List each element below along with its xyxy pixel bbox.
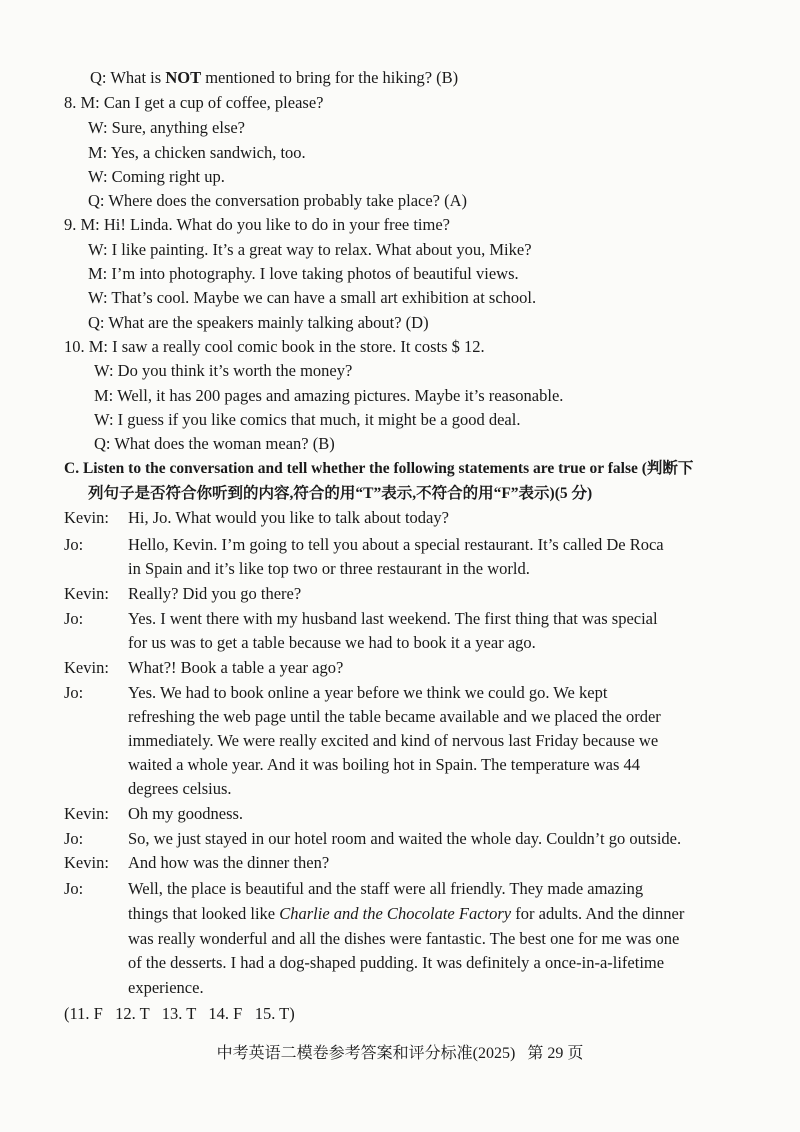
q9-line-4: W: That’s cool. Maybe we can have a small art exhibition at school.	[88, 288, 537, 307]
q8-question: Q: Where does the conversation probably take place? (A)	[88, 191, 468, 210]
q8-line-2: W: Sure, anything else?	[88, 118, 246, 137]
q7-question	[90, 66, 458, 90]
q10-line-2: W: Do you think it’s worth the money?	[94, 361, 353, 380]
q7-question-pre: Q: What is	[90, 68, 166, 87]
dialogue-text: experience.	[128, 978, 204, 997]
dialogue-text: of the desserts. I had a dog-shaped pudding. It was definitely a once-in-a-lifetime	[128, 953, 665, 972]
page-footer: 中考英语二模卷参考答案和评分标准(2025) 第 29 页	[216, 1045, 584, 1062]
section-c-heading-1: C. Listen to the conversation and tell whether the following statements are true or false (判断下	[64, 460, 694, 477]
dialogue-speaker: Kevin:	[64, 508, 109, 527]
book-title: Charlie and the Chocolate Factory	[279, 904, 512, 923]
dialogue-speaker: Kevin:	[64, 853, 109, 872]
q10-line-1: 10. M: I saw a really cool comic book in the store. It costs $ 12.	[64, 337, 485, 356]
dialogue-text: Hello, Kevin. I’m going to tell you about a special restaurant. It’s called De Roca	[128, 535, 664, 554]
dialogue-text: Hi, Jo. What would you like to talk about today?	[128, 508, 449, 527]
dialogue-text: degrees celsius.	[128, 779, 232, 798]
q9-line-1: 9. M: Hi! Linda. What do you like to do in your free time?	[64, 215, 450, 234]
dialogue-speaker: Jo:	[64, 535, 84, 554]
section-c-heading-2: 列句子是否符合你听到的内容,符合的用“T”表示,不符合的用“F”表示)(5 分)	[88, 485, 593, 502]
dialogue-text: immediately. We were really excited and kind of nervous last Friday because we	[128, 731, 659, 750]
q10-line-4: W: I guess if you like comics that much, it might be a good deal.	[94, 410, 521, 429]
dialogue-speaker: Kevin:	[64, 584, 109, 603]
dialogue-speaker: Jo:	[64, 879, 84, 898]
q10-question: Q: What does the woman mean? (B)	[94, 434, 335, 453]
dialogue-speaker: Jo:	[64, 609, 84, 628]
q8-line-3: M: Yes, a chicken sandwich, too.	[88, 143, 306, 162]
dialogue-text-post: for adults. And the dinner	[511, 904, 685, 923]
q8-line-1: 8. M: Can I get a cup of coffee, please?	[64, 93, 324, 112]
q7-question-post: mentioned to bring for the hiking? (B)	[201, 68, 459, 87]
dialogue-text: refreshing the web page until the table became available and we placed the order	[128, 707, 661, 726]
dialogue-speaker: Kevin:	[64, 658, 109, 677]
dialogue-text: Oh my goodness.	[128, 804, 244, 823]
answer-key: (11. F 12. T 13. T 14. F 15. T)	[64, 1004, 295, 1023]
dialogue-text: And how was the dinner then?	[128, 853, 330, 872]
dialogue-speaker: Jo:	[64, 683, 84, 702]
q9-question: Q: What are the speakers mainly talking about? (D)	[88, 313, 429, 332]
dialogue-text-pre: things that looked like	[128, 904, 280, 923]
dialogue-text: Yes. We had to book online a year before we think we could go. We kept	[128, 683, 608, 702]
dialogue-text: What?! Book a table a year ago?	[128, 658, 344, 677]
q8-line-4: W: Coming right up.	[88, 167, 225, 186]
dialogue-text: Well, the place is beautiful and the staff were all friendly. They made amazing	[128, 879, 644, 898]
dialogue-text: in Spain and it’s like top two or three restaurant in the world.	[128, 559, 530, 578]
dialogue-text: So, we just stayed in our hotel room and waited the whole day. Couldn’t go outside.	[128, 829, 682, 848]
q7-question-bold: NOT	[165, 68, 202, 87]
q9-line-2: W: I like painting. It’s a great way to relax. What about you, Mike?	[88, 240, 532, 259]
dialogue-text-with-title	[128, 902, 684, 926]
dialogue-speaker: Jo:	[64, 829, 84, 848]
dialogue-text: was really wonderful and all the dishes were fantastic. The best one for me was one	[128, 929, 680, 948]
dialogue-text: for us was to get a table because we had to book it a year ago.	[128, 633, 536, 652]
dialogue-text: Really? Did you go there?	[128, 584, 302, 603]
q9-line-3: M: I’m into photography. I love taking photos of beautiful views.	[88, 264, 519, 283]
dialogue-text: waited a whole year. And it was boiling hot in Spain. The temperature was 44	[128, 755, 640, 774]
dialogue-text: Yes. I went there with my husband last weekend. The first thing that was special	[128, 609, 658, 628]
q10-line-3: M: Well, it has 200 pages and amazing pictures. Maybe it’s reasonable.	[94, 386, 564, 405]
dialogue-speaker: Kevin:	[64, 804, 109, 823]
